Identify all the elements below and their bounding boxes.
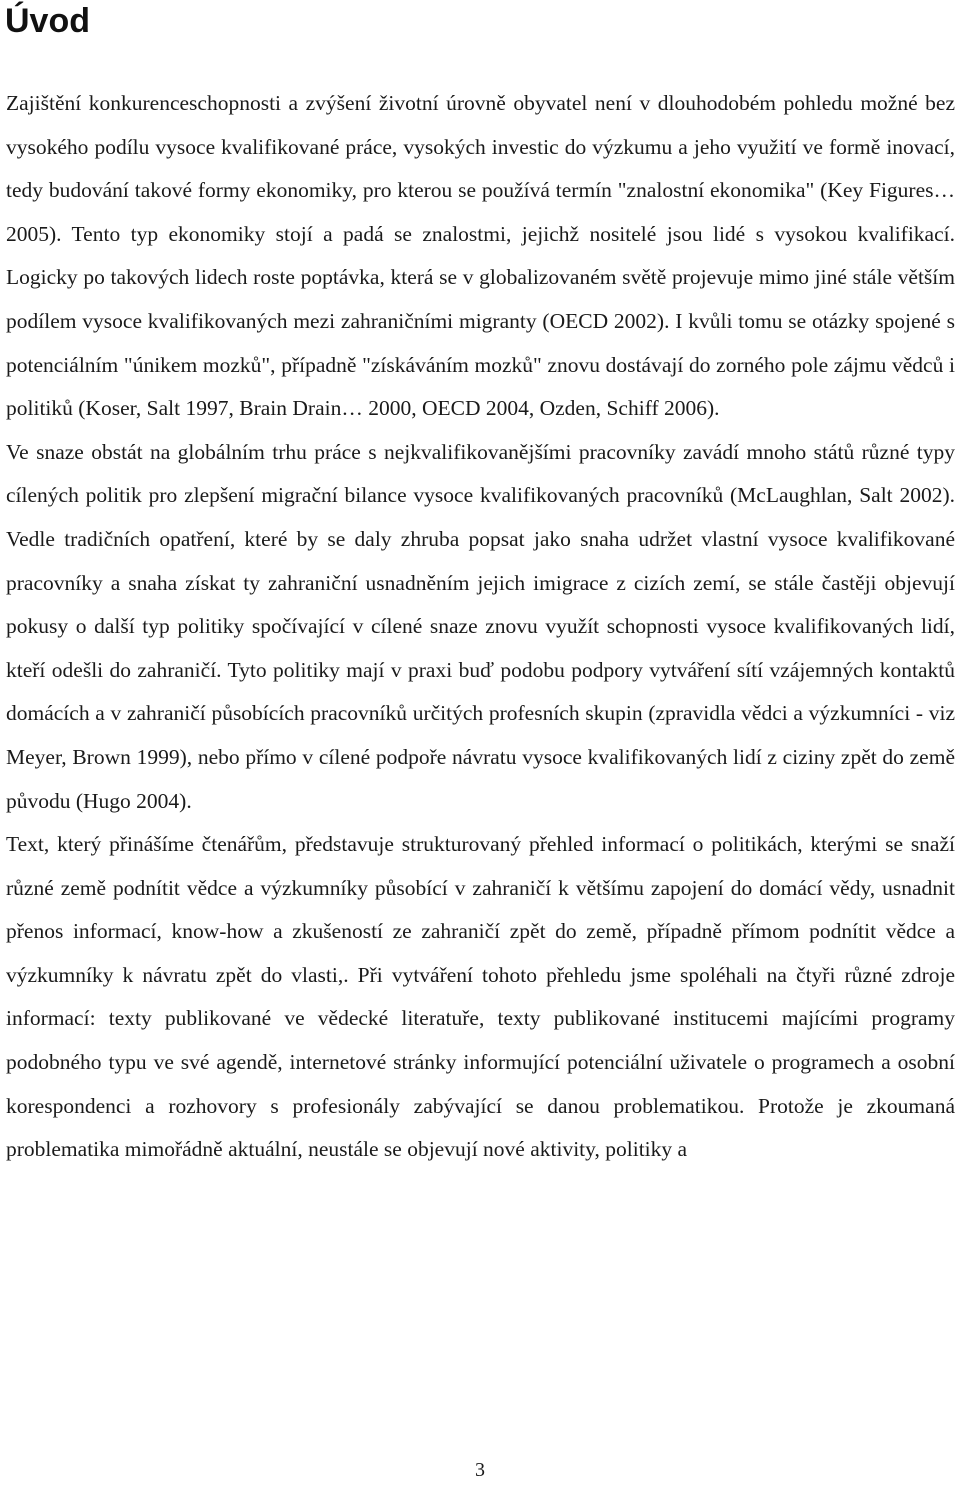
- body-text: [6, 82, 955, 1172]
- paragraph-intro: Zajištění konkurenceschopnosti a zvýšení životní úrovně obyvatel není v dlouhodobém pohledu možné bez vysokého podílu vysoce kvalifikované práce, vysokých investic do výzkumu a jeho využití ve formě inovací, tedy budování takové formy ekonomiky, pro kterou se používá termín "znalostní ekonomika" (Key Figures… 2005). Tento typ ekonomiky stojí a padá se znalostmi, jejichž nositelé jsou lidé s vysokou kvalifikací. Logicky po takových lidech roste poptávka, která se v globalizovaném světě projevuje mimo jiné stále větším podílem vysoce kvalifikovaných mezi zahraničními migranty (OECD 2002). I kvůli tomu se otázky spojené s potenciálním "únikem mozků", případně "získáváním mozků" znovu dostávají do zorného pole zájmu vědců i politiků (Koser, Salt 1997, Brain Drain… 2000, OECD 2004, Ozden, Schiff 2006).: [6, 91, 955, 421]
- paragraph-overview: Text, který přinášíme čtenářům, představuje strukturovaný přehled informací o politikách, kterými se snaží různé země podnítit vědce a výzkumníky působící v zahraničí k většímu zapojení do domácí vědy, usnadnit přenos informací, know-how a zkušeností ze zahraničí zpět do země, případně přímom podnítit vědce a výzkumníky k návratu zpět do vlasti,. Při vytváření tohoto přehledu jsme spoléhali na čtyři různé zdroje informací: texty publikované ve vědecké literatuře, texty publikované institucemi majícími programy podobného typu ve své agendě, internetové stránky informující potenciální uživatele o programech a osobní korespondenci a rozhovory s profesionály zabývající se danou problematikou. Protože je zkoumaná problematika mimořádně aktuální, neustále se objevují nové aktivity, politiky a: [6, 832, 955, 1162]
- page-number: 3: [475, 1459, 485, 1481]
- section-heading: Úvod: [5, 2, 90, 40]
- paragraph-policies: Ve snaze obstát na globálním trhu práce s nejkvalifikovanějšími pracovníky zavádí mnoho států různé typy cílených politik pro zlepšení migrační bilance vysoce kvalifikovaných pracovníků (McLaughlan, Salt 2002). Vedle tradičních opatření, které by se daly zhruba popsat jako snaha udržet vlastní vysoce kvalifikované pracovníky a snaha získat ty zahraniční usnadněním jejich imigrace z cizích zemí, se stále častěji objevují pokusy o další typ politiky spočívající v cílené snaze znovu využít schopnosti vysoce kvalifikovaných lidí, kteří odešli do zahraničí. Tyto politiky mají v praxi buď podobu podpory vytváření sítí vzájemných kontaktů domácích a v zahraničí působících pracovníků určitých profesních skupin (zpravidla vědci a výzkumníci - viz Meyer, Brown 1999), nebo přímo v cílené podpoře návratu vysoce kvalifikovaných lidí z ciziny zpět do země původu (Hugo 2004).: [6, 439, 955, 813]
